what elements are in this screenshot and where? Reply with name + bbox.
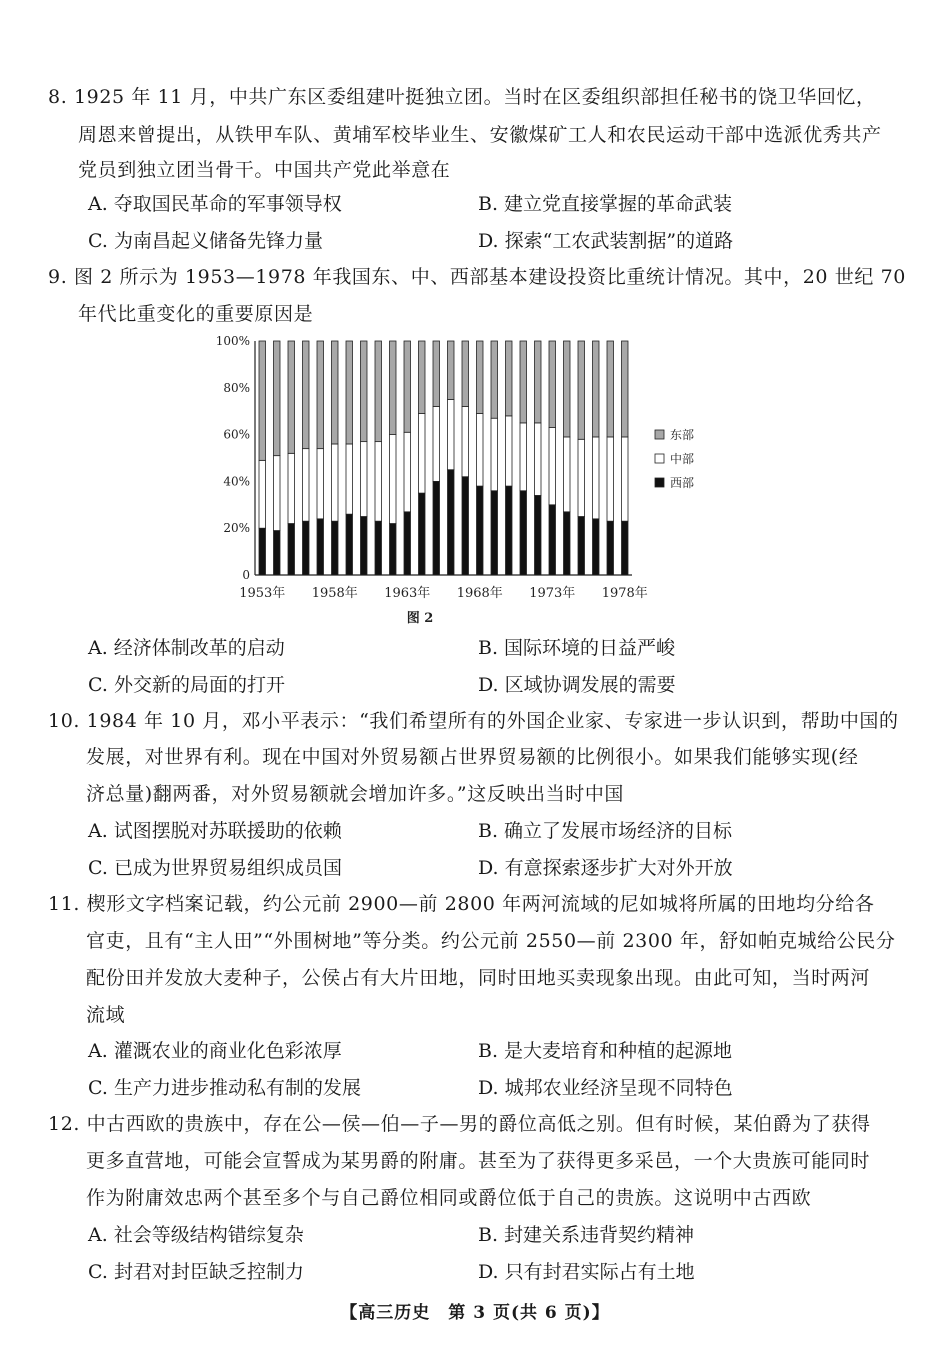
q11-stem-line-3: 配份田并发放大麦种子，公侯占有大片田地，同时田地买卖现象出现。由此可知，当时两河	[86, 967, 871, 989]
bar-1958-东部	[332, 341, 339, 444]
bar-1976-中部	[593, 437, 600, 519]
bar-1968-东部	[477, 341, 484, 414]
bar-1978-中部	[622, 437, 629, 521]
bar-1967-中部	[462, 407, 469, 477]
bar-1973-西部	[549, 505, 556, 575]
q9-stem-line-2: 年代比重变化的重要原因是	[78, 303, 314, 325]
bar-1954-西部	[274, 531, 281, 575]
bar-1976-东部	[593, 341, 600, 437]
q12-option-d[interactable]: D. 只有封君实际占有土地	[478, 1261, 695, 1283]
q10-option-d[interactable]: D. 有意探索逐步扩大对外开放	[478, 857, 733, 879]
bar-1963-东部	[404, 341, 411, 432]
bar-1964-西部	[419, 493, 426, 575]
bar-1976-西部	[593, 519, 600, 575]
q12-stem-line-1: 12. 中古西欧的贵族中，存在公—侯—伯—子—男的爵位高低之别。但有时候，某伯爵为了获得	[48, 1113, 871, 1135]
legend-swatch-中部	[655, 454, 664, 463]
bar-1964-东部	[419, 341, 426, 414]
bar-1972-中部	[535, 423, 542, 496]
x-tick-label: 1973年	[529, 586, 576, 601]
bar-1970-东部	[506, 341, 513, 416]
bar-1961-东部	[375, 341, 382, 442]
bar-1959-中部	[346, 444, 353, 514]
bar-1960-东部	[361, 341, 368, 442]
q10-stem-line-2: 发展，对世界有利。现在中国对外贸易额占世界贸易额的比例很小。如果我们能够实现(经	[86, 746, 859, 768]
bar-1969-中部	[491, 418, 498, 491]
q8-option-b[interactable]: B. 建立党直接掌握的革命武装	[478, 193, 733, 215]
legend-label-中部: 中部	[670, 452, 695, 466]
bar-1964-中部	[419, 414, 426, 494]
q9-option-c[interactable]: C. 外交新的局面的打开	[88, 674, 285, 696]
bar-1954-东部	[274, 341, 281, 456]
q8-option-a[interactable]: A. 夺取国民革命的军事领导权	[88, 193, 342, 215]
bar-1971-西部	[520, 491, 527, 575]
q8-option-d[interactable]: D. 探索“工农武装割据”的道路	[478, 230, 734, 252]
page-footer: 【高三历史 第 3 页(共 6 页)】	[340, 1303, 610, 1323]
y-tick-label: 80%	[223, 380, 250, 395]
x-tick-label: 1968年	[456, 586, 503, 601]
bar-1959-西部	[346, 514, 353, 575]
q10-option-c[interactable]: C. 已成为世界贸易组织成员国	[88, 857, 342, 879]
bar-1963-中部	[404, 432, 411, 512]
q10-stem-line-3: 济总量)翻两番，对外贸易额就会增加许多。”这反映出当时中国	[86, 783, 625, 805]
bar-1975-东部	[578, 341, 585, 439]
x-tick-label: 1953年	[239, 586, 286, 601]
bar-1959-东部	[346, 341, 353, 444]
bar-1967-东部	[462, 341, 469, 407]
q9-stem-line-1: 9. 图 2 所示为 1953—1978 年我国东、中、西部基本建设投资比重统计情况。其中，20 世纪 70	[48, 266, 906, 288]
bar-1953-东部	[259, 341, 266, 460]
q11-stem-line-1: 11. 楔形文字档案记载，约公元前 2900—前 2800 年两河流域的尼如城将所属的田地均分给各	[48, 893, 875, 915]
legend-label-东部: 东部	[670, 428, 695, 442]
bar-1966-西部	[448, 470, 455, 575]
x-tick-label: 1958年	[311, 586, 358, 601]
bar-1962-西部	[390, 524, 397, 575]
bar-1958-中部	[332, 444, 339, 521]
q11-stem-line-4: 流域	[86, 1004, 126, 1026]
bar-1961-西部	[375, 521, 382, 575]
q8-stem-line-3: 党员到独立团当骨干。中国共产党此举意在	[78, 159, 451, 181]
q8-option-c[interactable]: C. 为南昌起义储备先锋力量	[88, 230, 323, 252]
bar-1977-东部	[607, 341, 614, 437]
legend-swatch-东部	[655, 430, 664, 439]
y-tick-label: 60%	[223, 427, 250, 442]
bar-1956-中部	[303, 449, 310, 522]
bar-1970-中部	[506, 416, 513, 486]
q10-stem-line-1: 10. 1984 年 10 月，邓小平表示：“我们希望所有的外国企业家、专家进一步认识到，帮助中国的	[48, 710, 899, 732]
bar-1971-东部	[520, 341, 527, 423]
bar-1960-西部	[361, 517, 368, 576]
bar-1971-中部	[520, 423, 527, 491]
bar-1973-东部	[549, 341, 556, 428]
bar-1977-西部	[607, 521, 614, 575]
bar-1957-中部	[317, 449, 324, 519]
bar-1975-西部	[578, 517, 585, 576]
y-tick-label: 0	[242, 568, 250, 582]
q11-stem-line-2: 官吏，且有“主人田”“外围树地”等分类。约公元前 2550—前 2300 年，舒如帕克城给公民分	[86, 930, 896, 952]
bar-1974-中部	[564, 437, 571, 512]
q12-stem-line-3: 作为附庸效忠两个甚至多个与自己爵位相同或爵位低于自己的贵族。这说明中古西欧	[86, 1187, 812, 1209]
chart-caption: 图 2	[406, 611, 434, 626]
x-tick-label: 1963年	[384, 586, 431, 601]
legend-label-西部: 西部	[670, 476, 695, 490]
bar-1975-中部	[578, 439, 585, 516]
bar-1957-西部	[317, 519, 324, 575]
q8-stem-line-2: 周恩来曾提出，从铁甲车队、黄埔军校毕业生、安徽煤矿工人和农民运动干部中选派优秀共产	[78, 124, 882, 146]
bar-1965-东部	[433, 341, 440, 407]
bar-1953-中部	[259, 460, 266, 528]
y-tick-label: 40%	[223, 474, 250, 489]
bar-1974-西部	[564, 512, 571, 575]
bar-1957-东部	[317, 341, 324, 449]
bar-1954-中部	[274, 456, 281, 531]
bar-1955-中部	[288, 453, 295, 523]
q9-option-a[interactable]: A. 经济体制改革的启动	[88, 637, 285, 659]
y-tick-label: 100%	[215, 335, 250, 348]
q9-option-b[interactable]: B. 国际环境的日益严峻	[478, 637, 676, 659]
bar-1962-中部	[390, 435, 397, 524]
bar-1965-中部	[433, 407, 440, 482]
bar-1966-东部	[448, 341, 455, 400]
bar-1970-西部	[506, 486, 513, 575]
q10-option-b[interactable]: B. 确立了发展市场经济的目标	[478, 820, 733, 842]
bar-1972-西部	[535, 495, 542, 575]
bar-1956-西部	[303, 521, 310, 575]
q11-option-a[interactable]: A. 灌溉农业的商业化色彩浓厚	[88, 1040, 342, 1062]
q8-stem-line-1: 8. 1925 年 11 月，中共广东区委组建叶挺独立团。当时在区委组织部担任秘书的饶卫华回忆，	[48, 86, 876, 108]
q11-option-d[interactable]: D. 城邦农业经济呈现不同特色	[478, 1077, 733, 1099]
q10-option-a[interactable]: A. 试图摆脱对苏联援助的依赖	[88, 820, 342, 842]
bar-1956-东部	[303, 341, 310, 449]
q12-option-a[interactable]: A. 社会等级结构错综复杂	[88, 1224, 304, 1246]
bar-1969-西部	[491, 491, 498, 575]
q11-option-b[interactable]: B. 是大麦培育和种植的起源地	[478, 1040, 733, 1062]
investment-share-chart	[200, 335, 720, 630]
bar-1968-西部	[477, 486, 484, 575]
bar-1965-西部	[433, 481, 440, 575]
bar-1978-东部	[622, 341, 629, 437]
bar-1958-西部	[332, 521, 339, 575]
x-tick-label: 1978年	[601, 586, 648, 601]
bar-1963-西部	[404, 512, 411, 575]
bar-1960-中部	[361, 442, 368, 517]
bar-1955-西部	[288, 524, 295, 575]
bar-1973-中部	[549, 428, 556, 505]
bar-1966-中部	[448, 400, 455, 470]
q11-option-c[interactable]: C. 生产力进步推动私有制的发展	[88, 1077, 361, 1099]
q12-stem-line-2: 更多直营地，可能会宣誓成为某男爵的附庸。甚至为了获得更多采邑，一个大贵族可能同时	[86, 1150, 871, 1172]
q9-option-d[interactable]: D. 区域协调发展的需要	[478, 674, 676, 696]
bar-1955-东部	[288, 341, 295, 453]
legend-swatch-西部	[655, 478, 664, 487]
bar-1978-西部	[622, 521, 629, 575]
bar-1974-东部	[564, 341, 571, 437]
y-tick-label: 20%	[223, 521, 250, 536]
q12-option-c[interactable]: C. 封君对封臣缺乏控制力	[88, 1261, 304, 1283]
bar-1972-东部	[535, 341, 542, 423]
bar-1962-东部	[390, 341, 397, 435]
bar-1977-中部	[607, 437, 614, 521]
bar-1953-西部	[259, 528, 266, 575]
q12-option-b[interactable]: B. 封建关系违背契约精神	[478, 1224, 695, 1246]
bar-1967-西部	[462, 477, 469, 575]
bar-1969-东部	[491, 341, 498, 418]
bar-1961-中部	[375, 442, 382, 522]
bar-1968-中部	[477, 414, 484, 487]
